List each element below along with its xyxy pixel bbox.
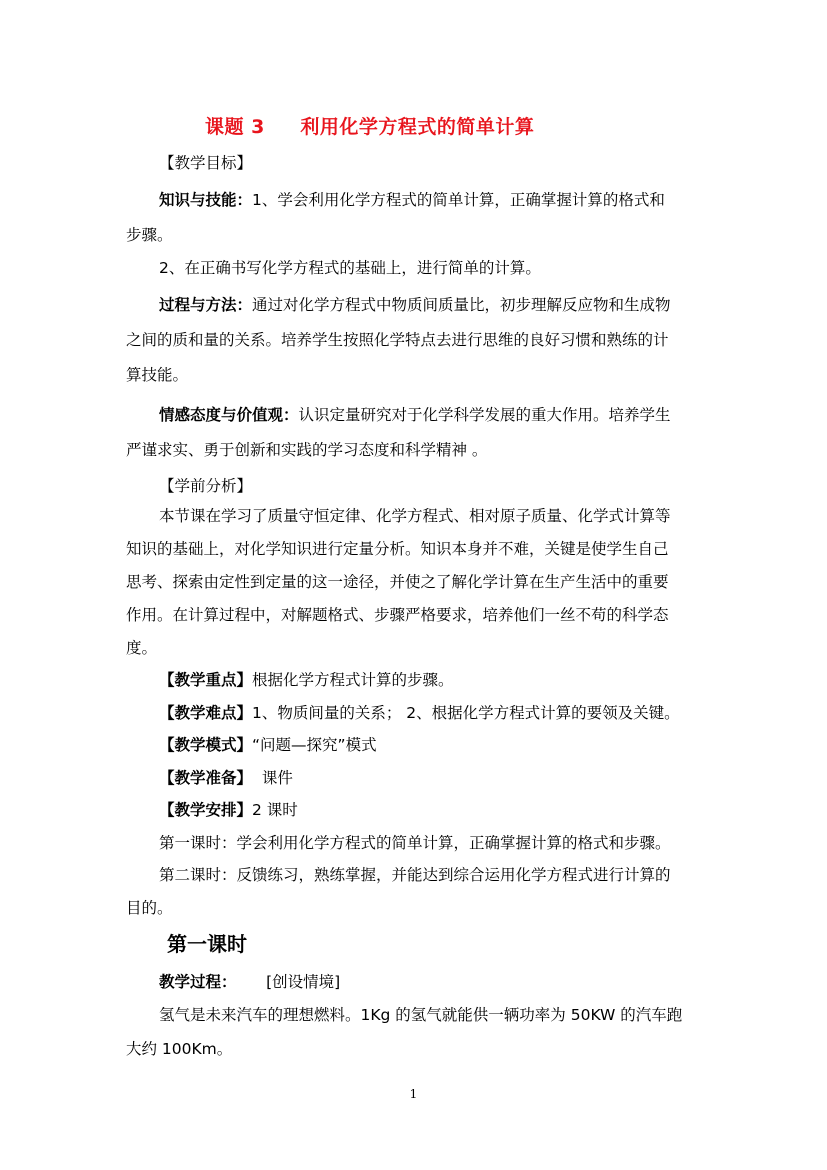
knowledge-text: 1、学会利用化学方程式的简单计算，正确掌握计算的格式和 [252,191,665,209]
prep-text: 课件 [252,769,293,787]
prep-label: 【教学准备】 [159,769,253,787]
key-point-line [159,663,706,697]
mode-label: 【教学模式】 [159,736,253,754]
lesson2-line: 第二课时：反馈练习，熟练掌握，并能达到综合运用化学方程式进行计算的 [159,866,671,884]
emotion-paragraph [159,398,706,432]
knowledge-paragraph [159,183,706,217]
lesson-title: 课题 3 利用化学方程式的简单计算 [205,116,535,138]
lesson2-line-cont: 目的。 [126,899,173,917]
analysis-line3: 思考、探索由定性到定量的这一途径，并使之了解化学计算在生产生活中的重要 [126,573,669,591]
key-point-label: 【教学重点】 [159,671,253,689]
emotion-text: 认识定量研究对于化学科学发展的重大作用。培养学生 [298,406,671,424]
analysis-line2: 知识的基础上，对化学知识进行定量分析。知识本身并不难，关键是使学生自己 [126,540,669,558]
prep-line [159,761,706,795]
teaching-process-label: 教学过程： [159,973,237,991]
process-text: 通过对化学方程式中物质间质量比，初步理解反应物和生成物 [252,296,671,314]
analysis-heading: 【学前分析】 [159,477,253,495]
difficulty-label: 【教学难点】 [159,704,253,722]
difficulty-line [159,696,706,730]
knowledge-text-cont: 步骤。 [126,226,173,244]
analysis-line5: 度。 [126,639,158,657]
page-number: 1 [409,1087,418,1101]
process-label: 过程与方法： [159,296,253,314]
analysis-line1: 本节课在学习了质量守恒定律、化学方程式、相对原子质量、化学式计算等 [159,507,671,525]
mode-line [159,728,706,762]
knowledge-item-2: 2、在正确书写化学方程式的基础上，进行简单的计算。 [159,259,541,277]
knowledge-label: 知识与技能： [159,191,253,209]
section-title: 第一课时 [167,932,247,956]
emotion-label: 情感态度与价值观： [159,406,299,424]
scene-text-line2: 大约 100Km。 [126,1040,233,1058]
objectives-heading: 【教学目标】 [159,154,253,172]
schedule-label: 【教学安排】 [159,801,253,819]
schedule-line [159,793,706,827]
analysis-line4: 作用。在计算过程中，对解题格式、步骤严格要求，培养他们一丝不苟的科学态 [126,606,669,624]
scene-text-line1: 氢气是未来汽车的理想燃料。1Kg 的氢气就能供一辆功率为 50KW 的汽车跑 [159,1006,683,1024]
scene-tag: [创设情境] [266,973,341,991]
emotion-text-line2: 严谨求实、勇于创新和实践的学习态度和科学精神 。 [126,441,488,459]
process-text-line3: 算技能。 [126,366,189,384]
process-paragraph [159,288,706,322]
teaching-process-line [159,965,706,999]
difficulty-text: 1、物质间量的关系； 2、根据化学方程式计算的要领及关键。 [252,704,680,722]
lesson1-line: 第一课时：学会利用化学方程式的简单计算，正确掌握计算的格式和步骤。 [159,834,671,852]
mode-text: “问题—探究”模式 [252,736,377,754]
key-point-text: 根据化学方程式计算的步骤。 [252,671,454,689]
process-text-line2: 之间的质和量的关系。培养学生按照化学特点去进行思维的良好习惯和熟练的计 [126,331,669,349]
schedule-text: 2 课时 [252,801,298,819]
